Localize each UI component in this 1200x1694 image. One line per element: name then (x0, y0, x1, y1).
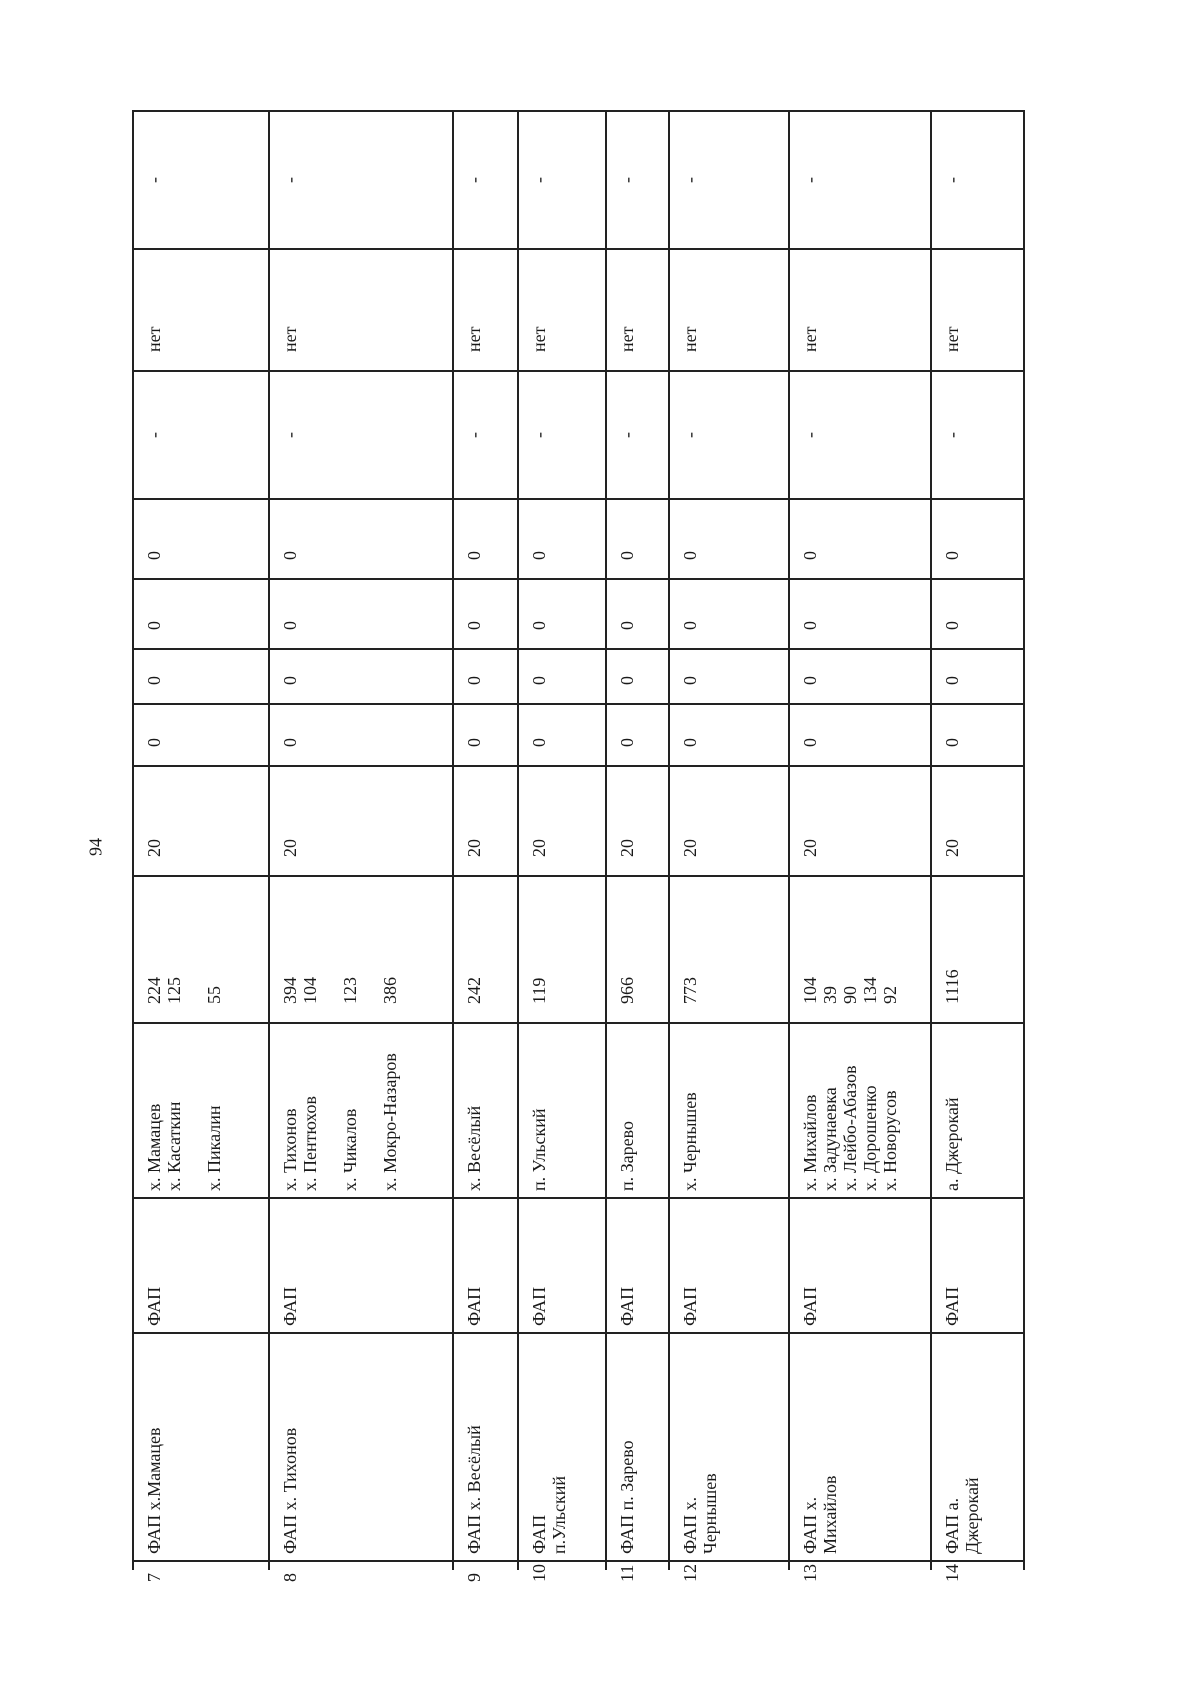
cell-text: - (942, 432, 962, 438)
cell-text: ФАП п.Ульский (529, 1475, 569, 1554)
cell-text: 0 (617, 621, 637, 630)
row-number-text: 10 (529, 1564, 549, 1582)
cell-text: - (680, 177, 700, 183)
cell-text: нет (529, 326, 549, 352)
column-border (132, 248, 1023, 250)
cell-text: 0 (680, 676, 700, 685)
cell-text: 242 (464, 977, 484, 1004)
row-number-text: 11 (617, 1564, 637, 1582)
cell-text: ФАП х. Тихонов (280, 1427, 300, 1554)
cell-text: х. Чернышев (680, 1092, 700, 1191)
cell-text: х. Михайлов х. Задунаевка х. Лейбо-Абазов х. Дорошенко х. Новорусов (800, 1065, 900, 1191)
cell-text: 0 (680, 551, 700, 560)
cell-text: 0 (280, 676, 300, 685)
cell-text: 0 (464, 676, 484, 685)
cell-text: 0 (529, 621, 549, 630)
cell-text: 0 (800, 621, 820, 630)
cell-text: 0 (144, 551, 164, 560)
row-border (268, 110, 270, 1570)
row-border (605, 110, 607, 1570)
page-number: 94 (85, 838, 106, 856)
cell-text: - (529, 177, 549, 183)
cell-text: 1116 (942, 969, 962, 1004)
cell-text: 0 (942, 676, 962, 685)
cell-text: - (680, 432, 700, 438)
row-number-text: 13 (800, 1564, 820, 1582)
cell-text: - (144, 432, 164, 438)
cell-text: 20 (529, 839, 549, 857)
cell-text: 20 (464, 839, 484, 857)
row-border (517, 110, 519, 1570)
cell-text: нет (617, 326, 637, 352)
cell-text: 966 (617, 977, 637, 1004)
cell-text: 0 (680, 621, 700, 630)
cell-text: х. Мамацев х. Касаткин х. Пикалин (144, 1101, 224, 1191)
cell-text: - (280, 177, 300, 183)
cell-text: - (529, 432, 549, 438)
cell-text: ФАП (280, 1286, 300, 1326)
cell-text: ФАП х. Чернышев (680, 1473, 720, 1554)
cell-text: ФАП х. Весёлый (464, 1425, 484, 1554)
cell-text: 119 (529, 977, 549, 1004)
cell-text: п. Ульский (529, 1108, 549, 1191)
cell-text: - (464, 432, 484, 438)
cell-text: ФАП (617, 1286, 637, 1326)
row-border (668, 110, 670, 1570)
cell-text: - (800, 432, 820, 438)
cell-text: 0 (800, 676, 820, 685)
cell-text: 0 (529, 676, 549, 685)
cell-text: ФАП (529, 1286, 549, 1326)
cell-text: - (464, 177, 484, 183)
cell-text: 0 (680, 738, 700, 747)
cell-text: 20 (144, 839, 164, 857)
cell-text: а. Джерокай (942, 1097, 962, 1191)
row-number-text: 12 (680, 1564, 700, 1582)
column-border (132, 703, 1023, 705)
cell-text: ФАП (464, 1286, 484, 1326)
cell-text: 20 (280, 839, 300, 857)
number-column-border (132, 1560, 1023, 1562)
cell-text: - (800, 177, 820, 183)
cell-text: 20 (680, 839, 700, 857)
row-number-text: 7 (144, 1573, 164, 1582)
cell-text: п. Зарево (617, 1120, 637, 1191)
cell-text: 0 (942, 621, 962, 630)
cell-text: 0 (464, 621, 484, 630)
cell-text: 0 (144, 676, 164, 685)
cell-text: нет (800, 326, 820, 352)
cell-text: 224 125 55 (144, 977, 224, 1004)
cell-text: - (144, 177, 164, 183)
cell-text: - (942, 177, 962, 183)
cell-text: - (280, 432, 300, 438)
column-border (132, 110, 1023, 112)
cell-text: 0 (280, 621, 300, 630)
column-border (132, 578, 1023, 580)
cell-text: нет (280, 326, 300, 352)
row-border (132, 110, 134, 1570)
cell-text: ФАП (800, 1286, 820, 1326)
cell-text: 394 104 123 386 (280, 977, 400, 1004)
cell-text: 0 (144, 738, 164, 747)
cell-text: 0 (464, 551, 484, 560)
column-border (132, 648, 1023, 650)
cell-text: нет (464, 326, 484, 352)
column-border (132, 1197, 1023, 1199)
cell-text: - (617, 177, 637, 183)
cell-text: 0 (144, 621, 164, 630)
cell-text: ФАП (680, 1286, 700, 1326)
column-border (132, 875, 1023, 877)
cell-text: ФАП (942, 1286, 962, 1326)
cell-text: 0 (280, 551, 300, 560)
cell-text: 0 (942, 551, 962, 560)
cell-text: 0 (464, 738, 484, 747)
column-border (132, 498, 1023, 500)
column-border (132, 1022, 1023, 1024)
cell-text: 0 (280, 738, 300, 747)
cell-text: 0 (942, 738, 962, 747)
cell-text: 773 (680, 977, 700, 1004)
column-border (132, 765, 1023, 767)
cell-text: 0 (800, 551, 820, 560)
column-border (132, 1332, 1023, 1334)
cell-text: х. Весёлый (464, 1105, 484, 1191)
cell-text: ФАП х.Мамацев (144, 1427, 164, 1554)
cell-text: ФАП п. Зарево (617, 1440, 637, 1554)
cell-text: нет (942, 326, 962, 352)
cell-text: 0 (800, 738, 820, 747)
row-number-text: 9 (464, 1573, 484, 1582)
cell-text: 20 (617, 839, 637, 857)
cell-text: 0 (529, 551, 549, 560)
row-number-text: 14 (942, 1564, 962, 1582)
cell-text: ФАП (144, 1286, 164, 1326)
cell-text: - (617, 432, 637, 438)
row-border (1023, 110, 1025, 1570)
cell-text: нет (680, 326, 700, 352)
column-border (132, 370, 1023, 372)
cell-text: 0 (617, 551, 637, 560)
cell-text: ФАП а. Джерокай (942, 1477, 982, 1554)
row-number-text: 8 (280, 1573, 300, 1582)
cell-text: ФАП х. Михайлов (800, 1475, 840, 1554)
row-border (788, 110, 790, 1570)
cell-text: 0 (617, 676, 637, 685)
cell-text: 0 (529, 738, 549, 747)
row-border (930, 110, 932, 1570)
row-border (452, 110, 454, 1570)
cell-text: 104 39 90 134 92 (800, 977, 900, 1004)
cell-text: х. Тихонов х. Пентюхов х. Чикалов х. Мокро-Назаров (280, 1053, 400, 1191)
cell-text: 20 (942, 839, 962, 857)
cell-text: нет (144, 326, 164, 352)
cell-text: 0 (617, 738, 637, 747)
cell-text: 20 (800, 839, 820, 857)
